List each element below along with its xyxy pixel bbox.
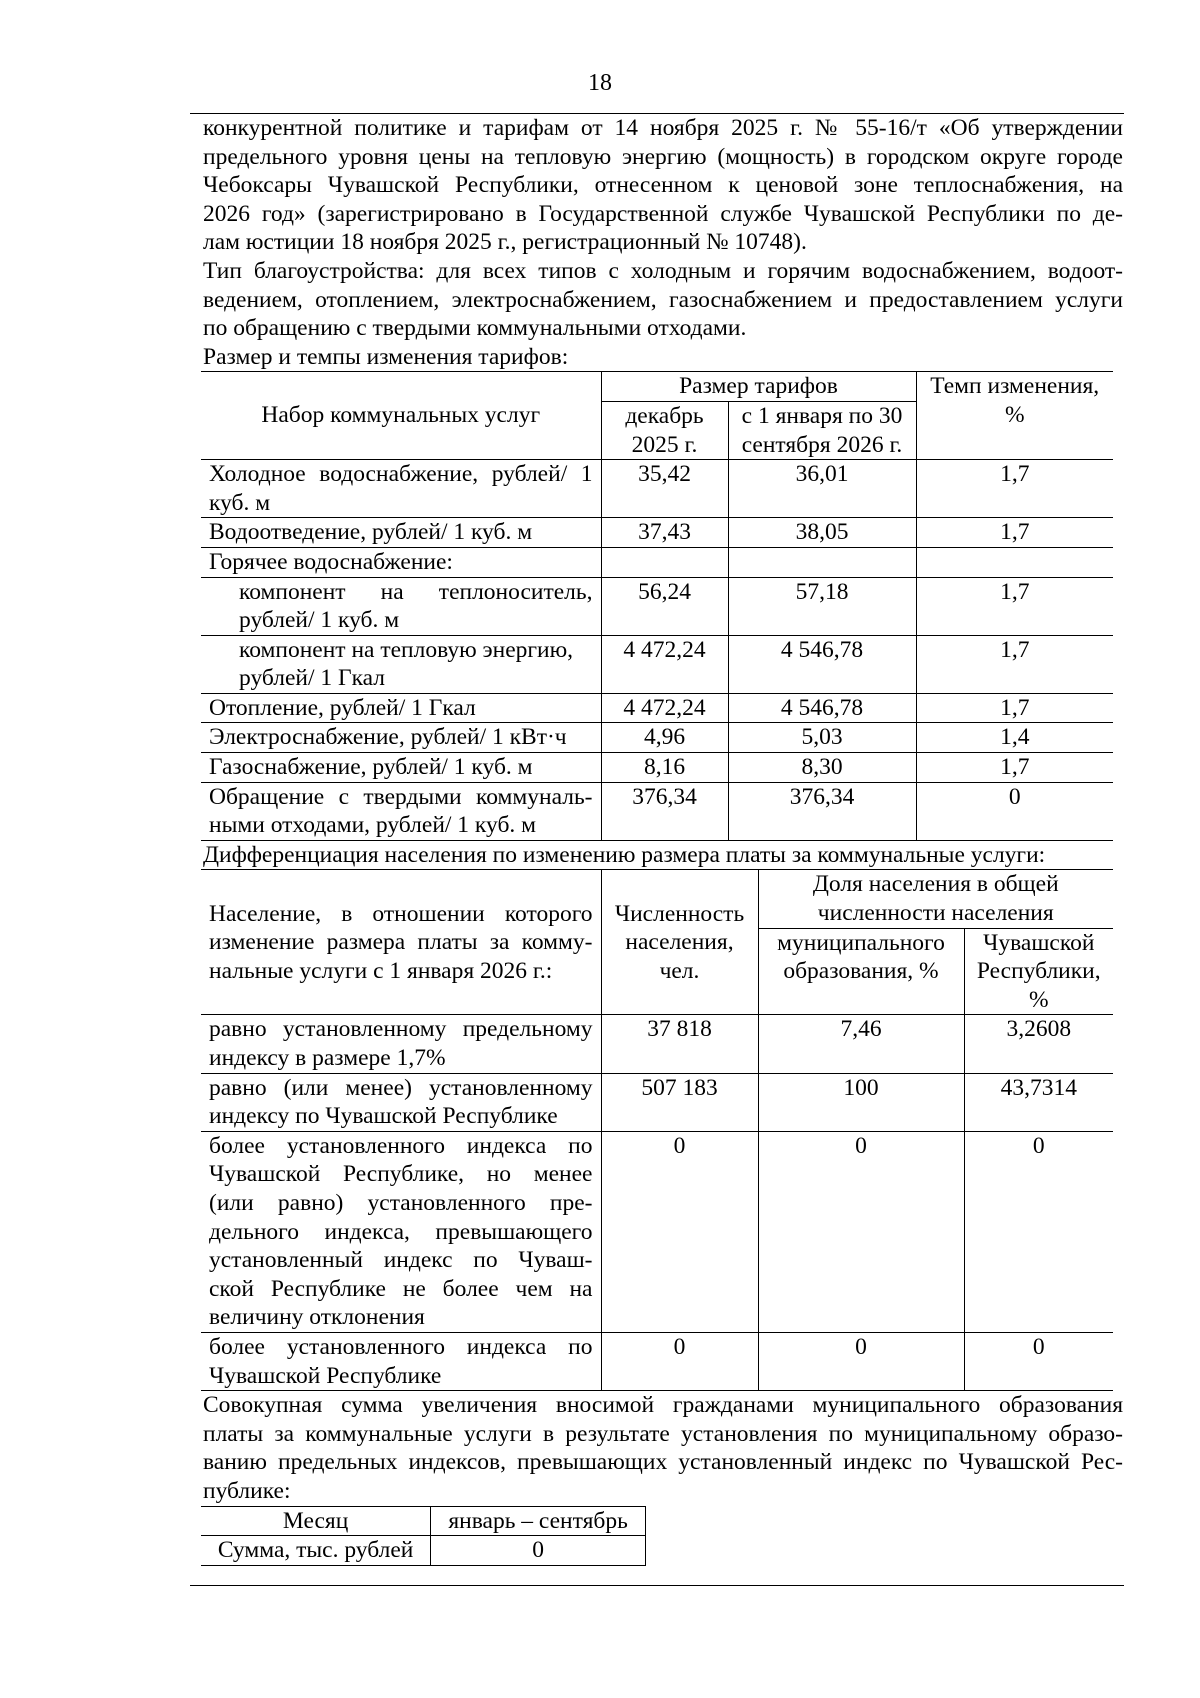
count-header: Численность населения, чел. — [601, 870, 758, 1015]
jan-header: с 1 января по 30 сентября 2026 г. — [728, 401, 916, 459]
table-row: компонент на теплоноситель, рублей/ 1 куб. м 56,24 57,18 1,7 — [201, 577, 1113, 635]
table-row: компонент на тепловую энергию, рублей/ 1 Гкал 4 472,24 4 546,78 1,7 — [201, 635, 1113, 693]
tariffs-heading: Размер и темпы изменения тарифов: — [203, 343, 569, 370]
table-row — [201, 1536, 646, 1566]
table-row: более установленного индекса по Чувашской Республике, но менее (или равно) установленного пре-дельного индекса, превышающего установленный индекс по Чуваш-ской Республике не более чем на величину отклонения 0 0 0 — [201, 1131, 1113, 1332]
sum-label: Сумма, тыс. рублей — [201, 1536, 431, 1566]
table-row: Газоснабжение, рублей/ 1 куб. м 8,16 8,30 1,7 — [201, 753, 1113, 783]
bottom-rule — [190, 1585, 1124, 1586]
share-header: Доля населения в общей численности населения — [758, 870, 1113, 928]
tariff-size-header: Размер тарифов — [601, 372, 916, 402]
population-heading: Дифференциация населения по изменению размера платы за коммунальные услуги: — [203, 841, 1046, 868]
month-value: январь – сентябрь — [431, 1506, 646, 1536]
table-row: более установленного индекса по Чувашской Республике 0 0 0 — [201, 1332, 1113, 1390]
total-paragraph: Совокупная сумма увеличения вносимой гражданами муниципального образования платы за коммунальные услуги в результате установления по муниципальному образо- ванию предельных индексов, превышающих установленный индекс по Чувашской Рес- публике: — [203, 1392, 1123, 1504]
population-table — [201, 869, 1113, 1391]
tariffs-table — [201, 371, 1113, 841]
table-row: Водоотведение, рублей/ 1 куб. м 37,43 38,05 1,7 — [201, 518, 1113, 548]
improvement-paragraph: Тип благоустройства: для всех типов с холодным и горячим водоснабжением, водоот- ведением, отоплением, электроснабжением, газоснабжением и предоставлением услуги по обращению с твердыми коммунальными отходами. — [203, 257, 1123, 342]
page-number: 18 — [588, 70, 612, 96]
table-row: Электроснабжение, рублей/ 1 кВт·ч 4,96 5,03 1,4 — [201, 723, 1113, 753]
document-body — [203, 114, 1123, 1566]
table-row: Отопление, рублей/ 1 Гкал 4 472,24 4 546,78 1,7 — [201, 693, 1113, 723]
population-header: Население, в отношении которого изменение размера платы за комму-нальные услуги с 1 января 2026 г.: — [201, 870, 601, 1015]
dec-header: декабрь 2025 г. — [601, 401, 728, 459]
table-row: равно (или менее) установленному индексу по Чувашской Республике 507 183 100 43,7314 — [201, 1073, 1113, 1131]
intro-paragraph: конкурентной политике и тарифам от 14 ноября 2025 г. № 55-16/т «Об утверждении предельного уровня цены на тепловую энергию (мощность) в городском округе городе Чебоксары Чувашской Республики, отнесенном к ценовой зоне теплоснабжения, на 2026 год» (зарегистрировано в Государственной службе Чувашской Республики по де- лам юстиции 18 ноября 2025 г., регистрационный № 10748). — [203, 115, 1123, 256]
share-republic-header: Чувашской Республики, % — [964, 928, 1113, 1015]
sum-value: 0 — [431, 1536, 646, 1566]
sum-table — [201, 1506, 646, 1566]
table-row: Обращение с твердыми коммуналь-ными отходами, рублей/ 1 куб. м 376,34 376,34 0 — [201, 782, 1113, 840]
table-row: равно установленному предельному индексу в размере 1,7% 37 818 7,46 3,2608 — [201, 1015, 1113, 1073]
table-row: Холодное водоснабжение, рублей/ 1 куб. м 35,42 36,01 1,7 — [201, 460, 1113, 518]
month-label: Месяц — [201, 1506, 431, 1536]
services-header: Набор коммунальных услуг — [201, 372, 601, 460]
table-row — [201, 1506, 646, 1536]
rate-header: Темп изменения, % — [916, 372, 1113, 460]
table-row: Горячее водоснабжение: — [201, 547, 1113, 577]
share-municipal-header: муниципального образования, % — [758, 928, 964, 1015]
